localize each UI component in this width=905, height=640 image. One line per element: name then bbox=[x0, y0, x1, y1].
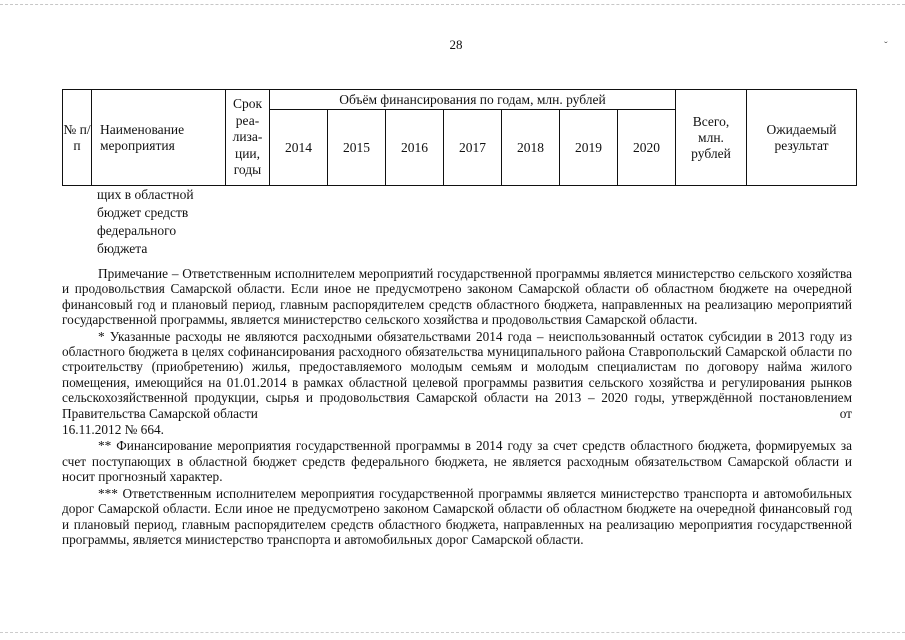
notes-section bbox=[62, 266, 852, 547]
header-financing-group: Объём финансирования по годам, млн. рублей bbox=[270, 90, 676, 110]
header-year: 2017 bbox=[444, 110, 502, 186]
continued-row-text: щих в областной бюджет средств федерального бюджета bbox=[97, 187, 194, 256]
header-result: Ожидаемый результат bbox=[747, 90, 857, 186]
header-name: Наименование мероприятия bbox=[92, 90, 226, 186]
header-year: 2019 bbox=[560, 110, 618, 186]
margin-mark: ˇ bbox=[884, 40, 888, 52]
header-num: № п/п bbox=[63, 90, 92, 186]
header-year: 2020 bbox=[618, 110, 676, 186]
scan-edge-top bbox=[0, 4, 905, 5]
header-year: 2015 bbox=[328, 110, 386, 186]
scan-edge-bottom bbox=[0, 632, 905, 633]
note-paragraph: Примечание – Ответственным исполнителем мероприятий государственной программы является министерство сельского хозяйства и продовольствия Самарской области. Если иное не предусмотрено законом Самарской области об областном бюджете на очередной финансовый год и плановый период, главным распорядителем средств областного бюджета, направленных на реализацию мероприятий государственной программы, является министерство сельского хозяйства и продовольствия Самарской области. bbox=[62, 266, 852, 328]
note-paragraph-continuation: 16.11.2012 № 664. bbox=[62, 422, 164, 438]
header-year: 2016 bbox=[386, 110, 444, 186]
header-term: Срок реа- лиза- ции, годы bbox=[226, 90, 270, 186]
note-paragraph: * Указанные расходы не являются расходными обязательствами 2014 года – неиспользованный остаток субсидии в 2013 году из областного бюджета в целях софинансирования расходного обязательства муниципального района Ставропольский Самарской области по строительству (приобретению) жилья, предоставляемого молодым семьям и молодым специалистам по договору найма жилого помещения, имеющийся на 01.01.2014 в рамках областной целевой программы развития сельского хозяйства и регулирования рынков сельскохозяйственной продукции, сырья и продовольствия Самарской области на 2013 – 2020 годы, утверждённой постановлением Правительства Самарской области от bbox=[62, 328, 852, 421]
header-total: Всего, млн. рублей bbox=[676, 90, 747, 186]
financing-table-header bbox=[62, 89, 857, 186]
note-paragraph: *** Ответственным исполнителем мероприятия государственной программы является министерство транспорта и автомобильных дорог Самарской области. Если иное не предусмотрено законом Самарской области об областном бюджете на очередной финансовый год и плановый период, главным распорядителем средств областного бюджета, направленных на реализацию мероприятия государственной программы, является министерство транспорта и автомобильных дорог Самарской области. bbox=[62, 485, 852, 547]
header-year: 2014 bbox=[270, 110, 328, 186]
page-number: 28 bbox=[449, 37, 463, 52]
header-year: 2018 bbox=[502, 110, 560, 186]
note-paragraph: ** Финансирование мероприятия государственной программы в 2014 году за счет средств областного бюджета, формируемых за счет поступающих в областной бюджет средств федерального бюджета, не является расходным обязательством Самарской области и носит прогнозный характер. bbox=[62, 438, 852, 485]
